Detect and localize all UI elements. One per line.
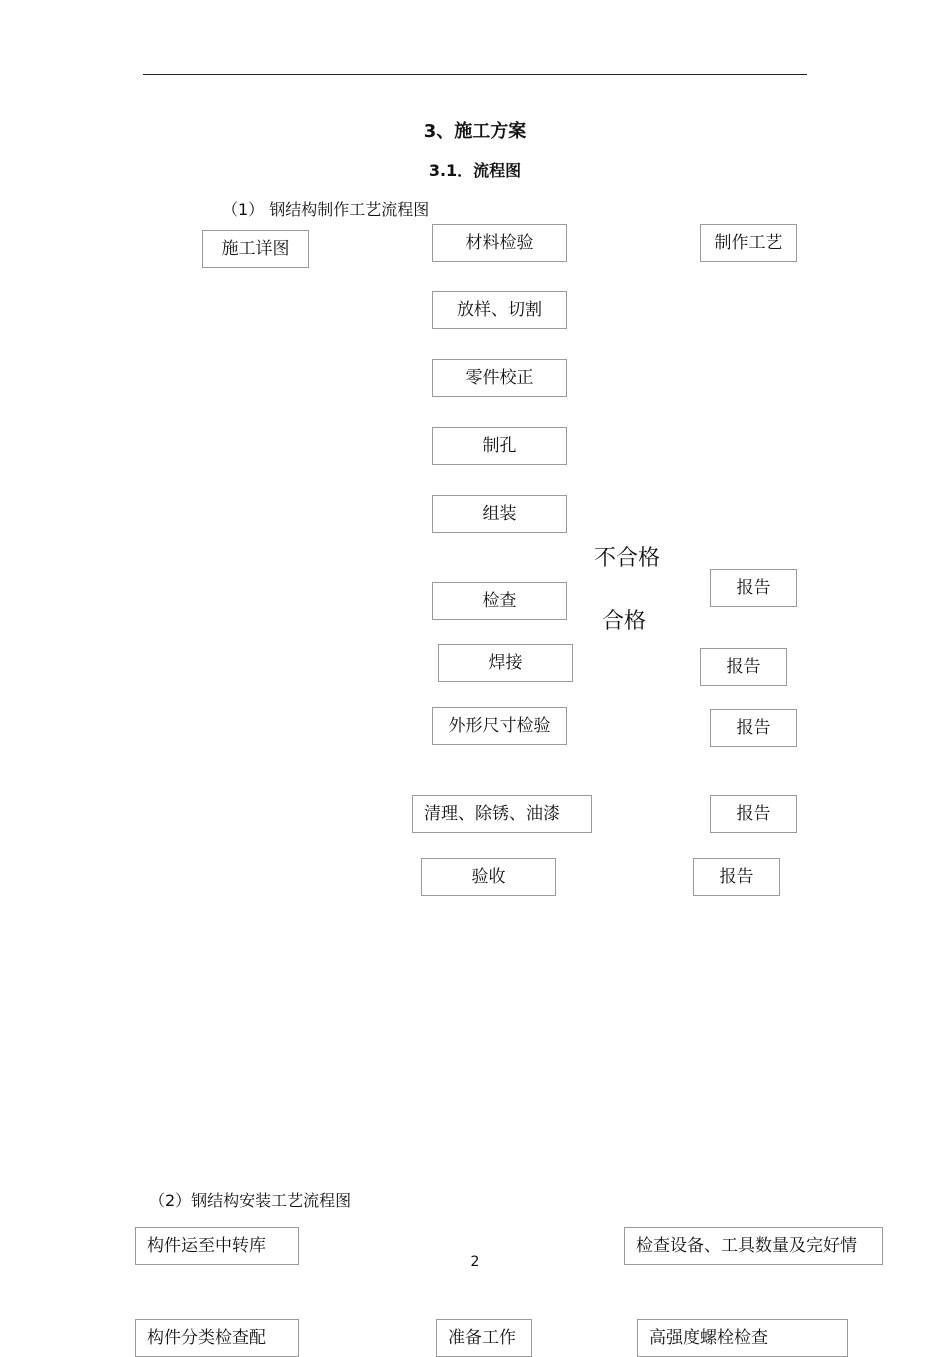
section-title: 3、施工方案 bbox=[423, 121, 527, 142]
flow2-box-classify: 构件分类检查配 bbox=[135, 1319, 299, 1357]
flow1-pass-label: 合格 bbox=[602, 609, 647, 634]
flow2-box-prepare: 准备工作 bbox=[436, 1319, 532, 1357]
flow1-step-material-inspection: 材料检验 bbox=[432, 224, 567, 262]
flow1-step-layout-cutting: 放样、切割 bbox=[432, 291, 567, 329]
flow1-step-acceptance: 验收 bbox=[421, 858, 556, 896]
flow1-fail-label: 不合格 bbox=[594, 546, 661, 571]
flow1-step-drilling: 制孔 bbox=[432, 427, 567, 465]
flow1-report-cleaning: 报告 bbox=[710, 795, 797, 833]
flow1-step-inspection: 检查 bbox=[432, 582, 567, 620]
flow1-box-fabrication-process: 制作工艺 bbox=[700, 224, 797, 262]
flow1-step-cleaning-painting: 清理、除锈、油漆 bbox=[412, 795, 592, 833]
flow2-title: （2）钢结构安装工艺流程图 bbox=[149, 1191, 352, 1210]
flow1-report-inspection: 报告 bbox=[710, 569, 797, 607]
flow1-box-construction-drawing: 施工详图 bbox=[202, 230, 309, 268]
flow1-report-welding: 报告 bbox=[700, 648, 787, 686]
flow1-report-acceptance: 报告 bbox=[693, 858, 780, 896]
flow1-step-welding: 焊接 bbox=[438, 644, 573, 682]
page-number: 2 bbox=[470, 1254, 480, 1270]
header-rule bbox=[143, 74, 807, 75]
flow1-step-assembly: 组装 bbox=[432, 495, 567, 533]
flow1-step-part-correction: 零件校正 bbox=[432, 359, 567, 397]
flow2-box-bolt-check: 高强度螺栓检查 bbox=[637, 1319, 848, 1357]
flow1-report-dimension: 报告 bbox=[710, 709, 797, 747]
flow2-box-transport: 构件运至中转库 bbox=[135, 1227, 299, 1265]
flow2-box-check-equipment: 检查设备、工具数量及完好情 bbox=[624, 1227, 883, 1265]
subsection-title: 3.1．流程图 bbox=[428, 161, 522, 180]
flow1-title: （1） 钢结构制作工艺流程图 bbox=[222, 200, 430, 219]
flow1-step-dimension-inspection: 外形尺寸检验 bbox=[432, 707, 567, 745]
